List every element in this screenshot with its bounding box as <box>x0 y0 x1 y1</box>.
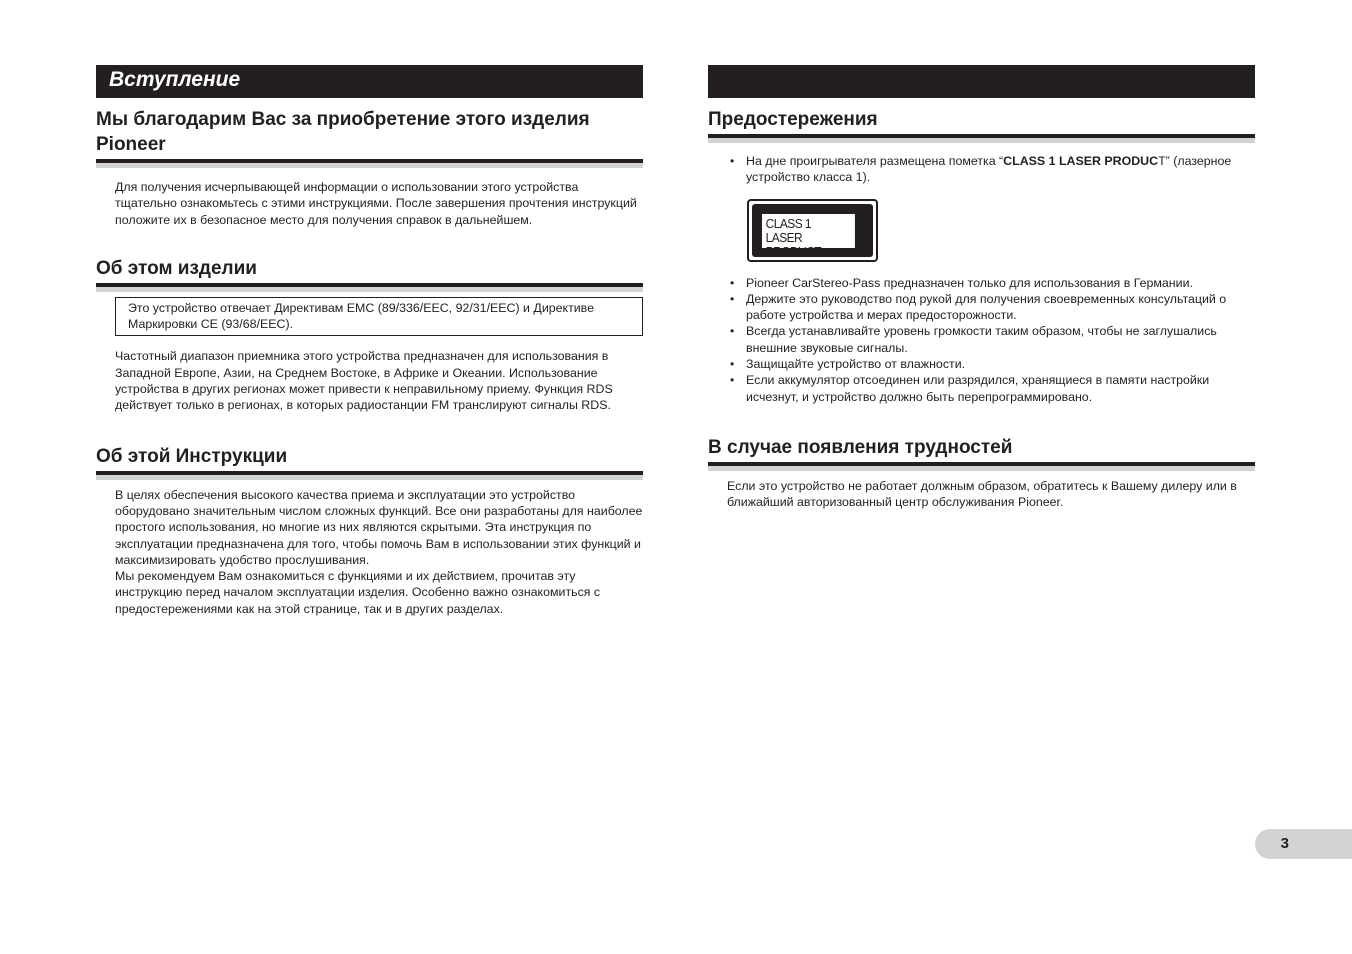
about-manual-section <box>96 444 643 617</box>
thanks-section <box>96 107 643 228</box>
about-product-paragraph: Частотный диапазон приемника этого устройства предназначен для использования в Западной Европе, Азии, на Среднем Востоке, в Африке и Океании. Использование устройства в других регионах может привести к неправильному приему. Функция RDS действует только в регионах, в которых радиостанции FM транслируют сигналы RDS. <box>115 349 613 413</box>
laser-bullet-text-before: На дне проигрывателя размещена пометка “ <box>746 154 1004 168</box>
trouble-title: В случае появления трудностей <box>708 436 1013 458</box>
laser-bullet-text-bold: CLASS 1 LASER PRODUC <box>1003 154 1159 168</box>
precautions-title: Предостережения <box>708 109 878 130</box>
about-manual-rule-shade <box>96 475 643 480</box>
list-item: • Всегда устанавливайте уровень громкости таким образом, чтобы не заглушались внешние звуковые сигналы. <box>730 324 1217 355</box>
laser-label-line-1: CLASS 1 <box>765 215 812 231</box>
bullet-icon: • <box>730 357 735 372</box>
laser-label-text <box>762 214 855 259</box>
laser-label-frame <box>747 199 878 262</box>
trouble-section <box>708 435 1255 511</box>
laser-label-figure <box>747 199 1255 262</box>
bullet-icon: • <box>730 373 735 388</box>
bullet-icon: • <box>730 324 735 339</box>
page-number: 3 <box>1280 835 1289 852</box>
precautions-list-continued <box>708 275 1255 405</box>
bullet-icon: • <box>730 291 735 306</box>
right-column <box>708 65 1255 511</box>
laser-label-line-2: LASER PRODUCT <box>765 229 821 259</box>
list-item <box>708 153 1255 186</box>
bullet-icon: • <box>730 275 735 290</box>
thanks-title: Мы благодарим Вас за приобретение этого изделия Pioneer <box>96 109 590 155</box>
thanks-rule-shade <box>96 163 643 168</box>
page-number-tab <box>1255 829 1352 859</box>
about-manual-title: Об этой Инструкции <box>96 445 288 467</box>
bullet-icon: • <box>730 154 735 168</box>
about-manual-paragraph-2: Мы рекомендуем Вам ознакомиться с функциями и их действием, прочитав эту инструкцию перед началом эксплуатации изделия. Особенно важно ознакомиться с предостережениями как на этой странице, так и в других разделах. <box>115 569 601 616</box>
about-manual-paragraph-1: В целях обеспечения высокого качества приема и эксплуатации это устройство оборудовано значительным числом сложных функций. Все они разработаны для наиболее простого использования, но многие из них являются скрытыми. Эта инструкция по эксплуатации предназначена для того, чтобы помочь Вам в использовании этих функций и максимизировать удобство прослушивания. <box>115 487 643 567</box>
precautions-section <box>708 107 1255 405</box>
intro-banner: Вступление <box>96 65 643 98</box>
precautions-rule-shade <box>708 138 1255 143</box>
trouble-paragraph: Если это устройство не работает должным образом, обратитесь к Вашему дилеру или в ближайший авторизованный центр обслуживания Pioneer. <box>727 478 1237 510</box>
precautions-list <box>708 153 1255 186</box>
thanks-paragraph: Для получения исчерпывающей информации о использовании этого устройства тщательно ознакомьтесь с этими инструкциями. После завершения прочтения инструкций положите их в безопасное место для получения справок в дальнейшем. <box>115 180 637 227</box>
list-item: • Pioneer CarStereo-Pass предназначен только для использования в Германии. <box>730 275 1193 290</box>
list-item: • Если аккумулятор отсоединен или разрядился, хранящиеся в памяти настройки исчезнут, и устройство должно быть перепрограммировано. <box>730 373 1210 404</box>
right-banner <box>708 65 1255 98</box>
compliance-note-box: Это устройство отвечает Директивам EMC (89/336/EEC, 92/31/EEC) и Директиве Маркировки CE (93/68/EEC). <box>115 297 643 337</box>
about-product-section <box>96 256 643 414</box>
list-item: • Держите это руководство под рукой для получения своевременных консультаций о работе устройства и мерах предосторожности. <box>730 291 1227 323</box>
trouble-rule-shade <box>708 466 1255 471</box>
list-item: • Защищайте устройство от влажности. <box>730 357 966 372</box>
left-column <box>96 65 643 617</box>
about-product-rule-shade <box>96 287 643 292</box>
about-product-title: Об этом изделии <box>96 257 257 279</box>
laser-bullet-text-after: T” (лазерное устройство класса 1). <box>746 154 1232 185</box>
